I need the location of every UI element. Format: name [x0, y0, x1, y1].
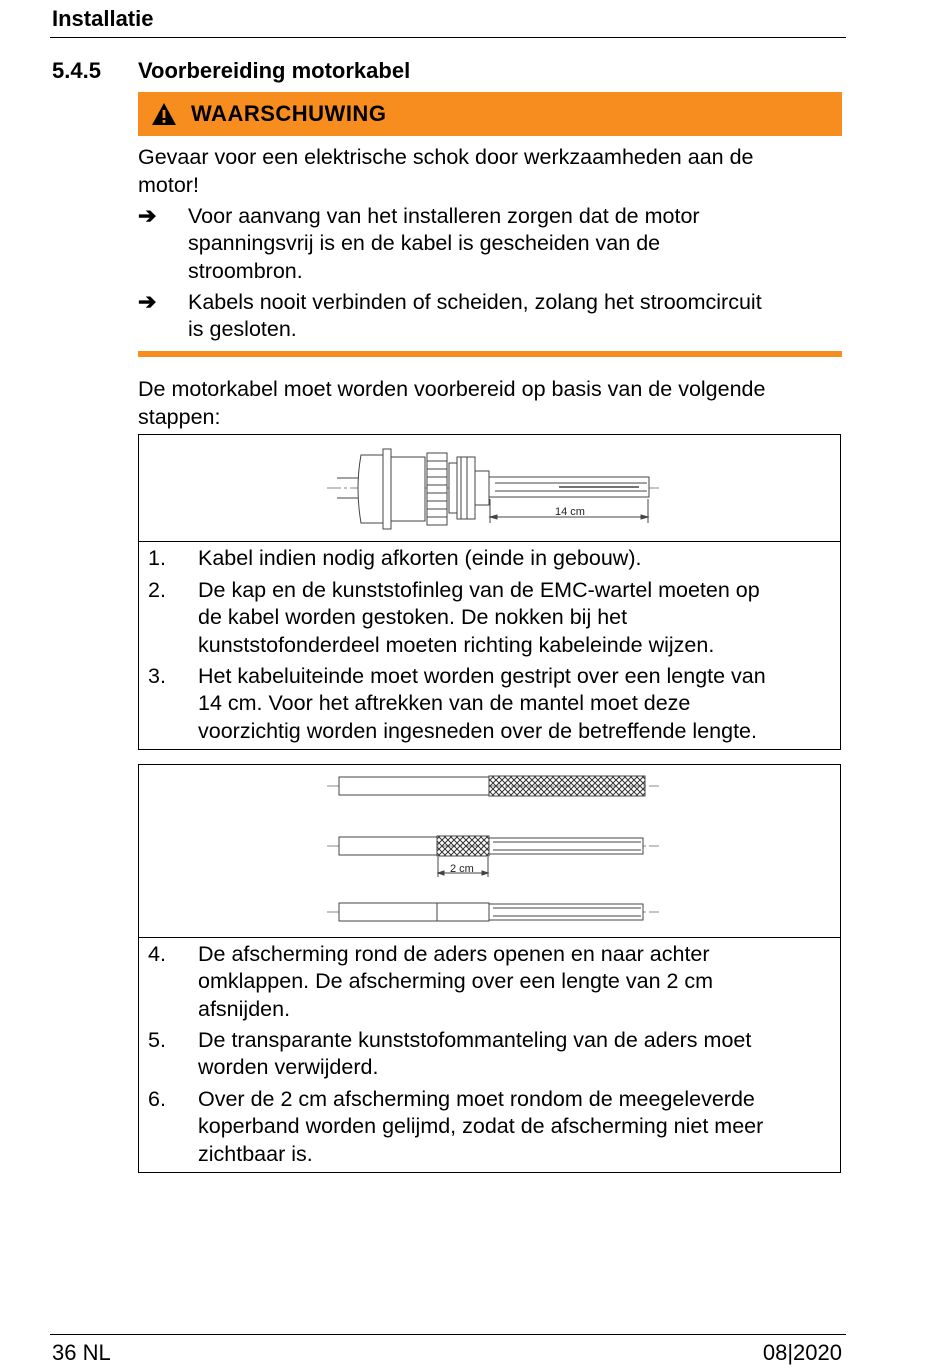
step-number: 6.	[148, 1087, 166, 1111]
step-number: 3.	[148, 664, 166, 688]
dimension-14cm-label: 14 cm	[555, 506, 585, 518]
step-6-line-3: zichtbaar is.	[198, 1142, 313, 1166]
arrow-right-icon: ➔	[138, 289, 157, 314]
step-5-line-1: De transparante kunststofommanteling van de aders moet	[198, 1028, 752, 1052]
section-number: 5.4.5	[52, 58, 101, 83]
step-2-line-2: de kabel worden gestoken. De nokken bij het	[198, 605, 628, 629]
step-3-line-3: voorzichtig worden ingesneden over de betreffende lengte.	[198, 719, 757, 743]
step-3-line-2: 14 cm. Voor het aftrekken van de mantel moet deze	[198, 691, 691, 715]
action-2-line-2: is gesloten.	[188, 317, 297, 341]
step-2-line-3: kunststofonderdeel moeten richting kabeleinde wijzen.	[198, 633, 715, 657]
figure-cable-gland	[139, 435, 840, 542]
warning-banner	[138, 92, 842, 136]
step-4-line-1: De afscherming rond de aders openen en naar achter	[198, 942, 710, 966]
step-number: 5.	[148, 1028, 166, 1052]
page-header-title: Installatie	[52, 6, 154, 31]
action-2-line-1: Kabels nooit verbinden of scheiden, zolang het stroomcircuit	[188, 290, 762, 314]
step-6-line-2: koperband worden gelijmd, zodat de afscherming niet meer	[198, 1114, 764, 1138]
cable-gland-drawing	[139, 435, 839, 541]
footer-date: 08|2020	[762, 1340, 842, 1365]
steps-box-2	[138, 764, 841, 1173]
warning-title: WAARSCHUWING	[191, 101, 387, 126]
step-1-line-1: Kabel indien nodig afkorten (einde in gebouw).	[198, 546, 642, 570]
figure-shield-preparation	[139, 765, 840, 938]
step-number: 4.	[148, 942, 166, 966]
arrow-right-icon: ➔	[138, 203, 157, 228]
step-2-line-1: De kap en de kunststofinleg van de EMC-wartel moeten op	[198, 578, 760, 602]
step-4-line-3: afsnijden.	[198, 997, 291, 1021]
action-1-line-2: spanningsvrij is en de kabel is gescheiden van de	[188, 231, 661, 255]
steps-box-1	[138, 434, 841, 750]
step-number: 1.	[148, 546, 166, 570]
step-number: 2.	[148, 578, 166, 602]
intro-line-2: stappen:	[138, 405, 221, 429]
step-5-line-2: worden verwijderd.	[198, 1055, 379, 1079]
footer-page-number: 36 NL	[52, 1340, 111, 1365]
action-1-line-1: Voor aanvang van het installeren zorgen dat de motor	[188, 204, 700, 228]
footer-rule	[50, 1334, 846, 1335]
hazard-text-line-2: motor!	[138, 173, 199, 197]
warning-end-bar	[138, 351, 842, 357]
step-3-line-1: Het kabeluiteinde moet worden gestript over een lengte van	[198, 664, 766, 688]
warning-triangle-icon	[151, 102, 177, 126]
action-1-line-3: stroombron.	[188, 259, 303, 283]
shield-preparation-drawing	[139, 765, 839, 937]
hazard-text-line-1: Gevaar voor een elektrische schok door werkzaamheden aan de	[138, 145, 754, 169]
step-4-line-2: omklappen. De afscherming over een lengte van 2 cm	[198, 969, 714, 993]
step-6-line-1: Over de 2 cm afscherming moet rondom de meegeleverde	[198, 1087, 755, 1111]
section-title: Voorbereiding motorkabel	[138, 58, 411, 83]
header-rule	[50, 37, 846, 38]
dimension-2cm-label: 2 cm	[450, 863, 474, 875]
intro-line-1: De motorkabel moet worden voorbereid op basis van de volgende	[138, 377, 766, 401]
